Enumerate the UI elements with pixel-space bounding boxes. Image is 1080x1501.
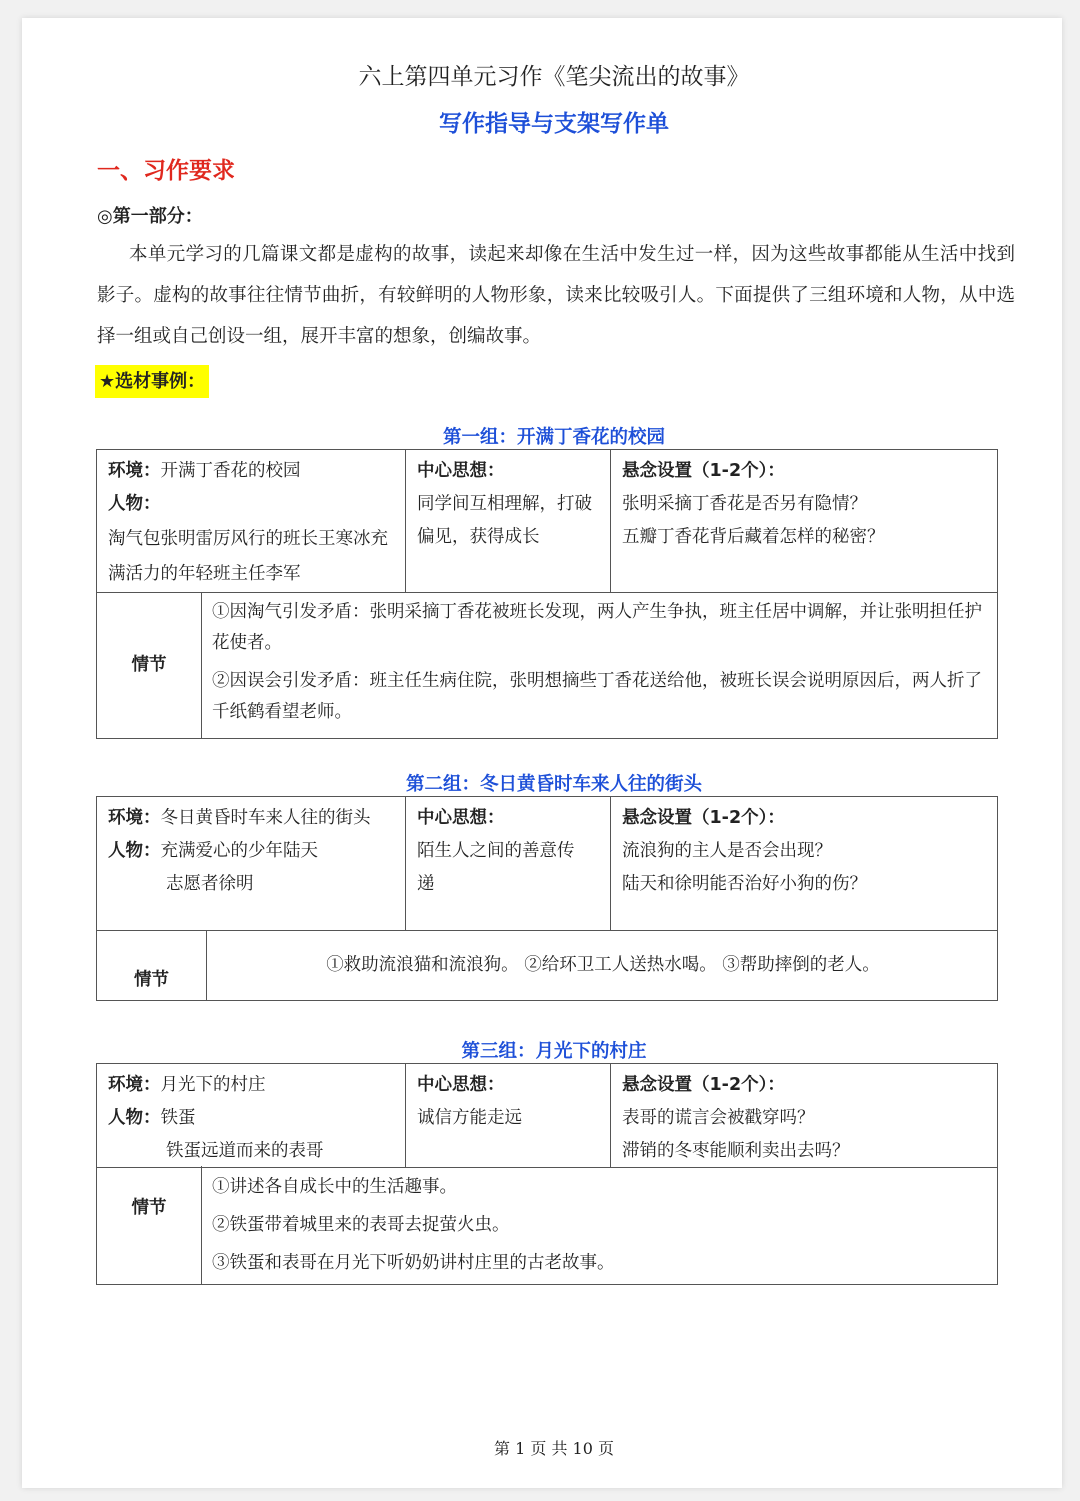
- group-caption: 第二组：冬日黄昏时车来人往的街头: [405, 774, 702, 795]
- suspense-line: 表哥的谎言会被戳穿吗？: [622, 1108, 815, 1128]
- suspense-line: 张明采摘丁香花是否另有隐情？: [622, 494, 867, 514]
- page-footer: 第 1 页 共 10 页: [494, 1439, 614, 1458]
- suspense-cell: [611, 1064, 997, 1167]
- section-heading: 一、习作要求: [97, 158, 235, 184]
- people-label: 人物：: [108, 841, 161, 861]
- plot-item: ②因误会引发矛盾：班主任生病住院，张明想摘些丁香花送给他，被班长误会说明原因后，两人折了千纸鹤看望老师。: [212, 671, 982, 722]
- idea-line: 陌生人之间的善意传: [417, 841, 575, 861]
- plot-item: ①讲述各自成长中的生活趣事。: [212, 1177, 457, 1197]
- people-label: 人物：: [108, 1108, 161, 1128]
- people-line: 充满爱心的少年陆天: [160, 841, 318, 861]
- plot-label: 情节: [97, 1166, 202, 1284]
- idea-cell: [406, 1064, 611, 1167]
- group-table: [96, 796, 998, 1001]
- env-people-cell: [97, 797, 406, 930]
- suspense-label: 悬念设置（1-2个）：: [622, 1075, 785, 1095]
- group-table: [96, 449, 998, 739]
- suspense-line: 流浪狗的主人是否会出现？: [622, 841, 832, 861]
- plot-label: 情节: [97, 930, 207, 1000]
- people-line: 淘气包张明雷厉风行的班长王寒冰充: [108, 529, 388, 549]
- env-label: 环境：: [108, 461, 161, 481]
- env-people-cell: [97, 1064, 406, 1167]
- idea-label: 中心思想：: [417, 1075, 505, 1095]
- plot-item: ③铁蛋和表哥在月光下听奶奶讲村庄里的古老故事。: [212, 1253, 615, 1273]
- people-line: 满活力的年轻班主任李军: [108, 564, 301, 584]
- suspense-cell: [611, 797, 997, 930]
- idea-line: 偏见，获得成长: [417, 527, 540, 547]
- document-title: 六上第四单元习作《笔尖流出的故事》: [358, 64, 750, 90]
- suspense-cell: [611, 450, 997, 592]
- examples-label: ★选材事例：: [95, 365, 209, 398]
- suspense-line: 陆天和徐明能否治好小狗的伤？: [622, 874, 867, 894]
- env-label: 环境：: [108, 1075, 161, 1095]
- group-table: [96, 1063, 998, 1285]
- idea-label: 中心思想：: [417, 461, 505, 481]
- env-label: 环境：: [108, 808, 161, 828]
- idea-line: 递: [417, 874, 435, 894]
- env-value: 冬日黄昏时车来人往的街头: [160, 808, 371, 828]
- intro-paragraph: 本单元学习的几篇课文都是虚构的故事，读起来却像在生活中发生过一样，因为这些故事都能从生活中找到影子。虚构的故事往往情节曲折，有较鲜明的人物形象，读来比较吸引人。下面提供了三组环境和人物，从中选择一组或自己创设一组，展开丰富的想象，创编故事。: [97, 244, 1015, 347]
- group-caption: 第三组：月光下的村庄: [461, 1041, 647, 1062]
- env-value: 开满丁香花的校园: [160, 461, 301, 481]
- idea-line: 诚信方能走远: [417, 1108, 522, 1128]
- plot-item: ②铁蛋带着城里来的表哥去捉萤火虫。: [212, 1215, 510, 1235]
- people-label: 人物：: [108, 494, 161, 514]
- idea-cell: [406, 450, 611, 592]
- suspense-line: 滞销的冬枣能顺利卖出去吗？: [622, 1141, 850, 1161]
- document-subtitle: 写作指导与支架写作单: [439, 111, 669, 137]
- env-value: 月光下的村庄: [160, 1075, 266, 1095]
- env-people-cell: [97, 450, 406, 592]
- idea-line: 同学间互相理解，打破: [417, 494, 592, 514]
- people-line: 铁蛋: [160, 1108, 196, 1128]
- people-line: 铁蛋远道而来的表哥: [166, 1141, 324, 1161]
- idea-label: 中心思想：: [417, 808, 505, 828]
- group-caption: 第一组：开满丁香花的校园: [442, 427, 665, 448]
- suspense-label: 悬念设置（1-2个）：: [622, 808, 785, 828]
- suspense-line: 五瓣丁香花背后藏着怎样的秘密？: [622, 527, 885, 547]
- plot-item: ①救助流浪猫和流浪狗。 ②给环卫工人送热水喝。 ③帮助摔倒的老人。: [326, 955, 880, 975]
- plot-item: ①因淘气引发矛盾：张明采摘丁香花被班长发现，两人产生争执，班主任居中调解，并让张明担任护花使者。: [212, 602, 982, 653]
- plot-label: 情节: [97, 593, 202, 738]
- suspense-label: 悬念设置（1-2个）：: [622, 461, 785, 481]
- idea-cell: [406, 797, 611, 930]
- people-line: 志愿者徐明: [166, 874, 254, 894]
- part-heading: ◎第一部分：: [97, 206, 203, 227]
